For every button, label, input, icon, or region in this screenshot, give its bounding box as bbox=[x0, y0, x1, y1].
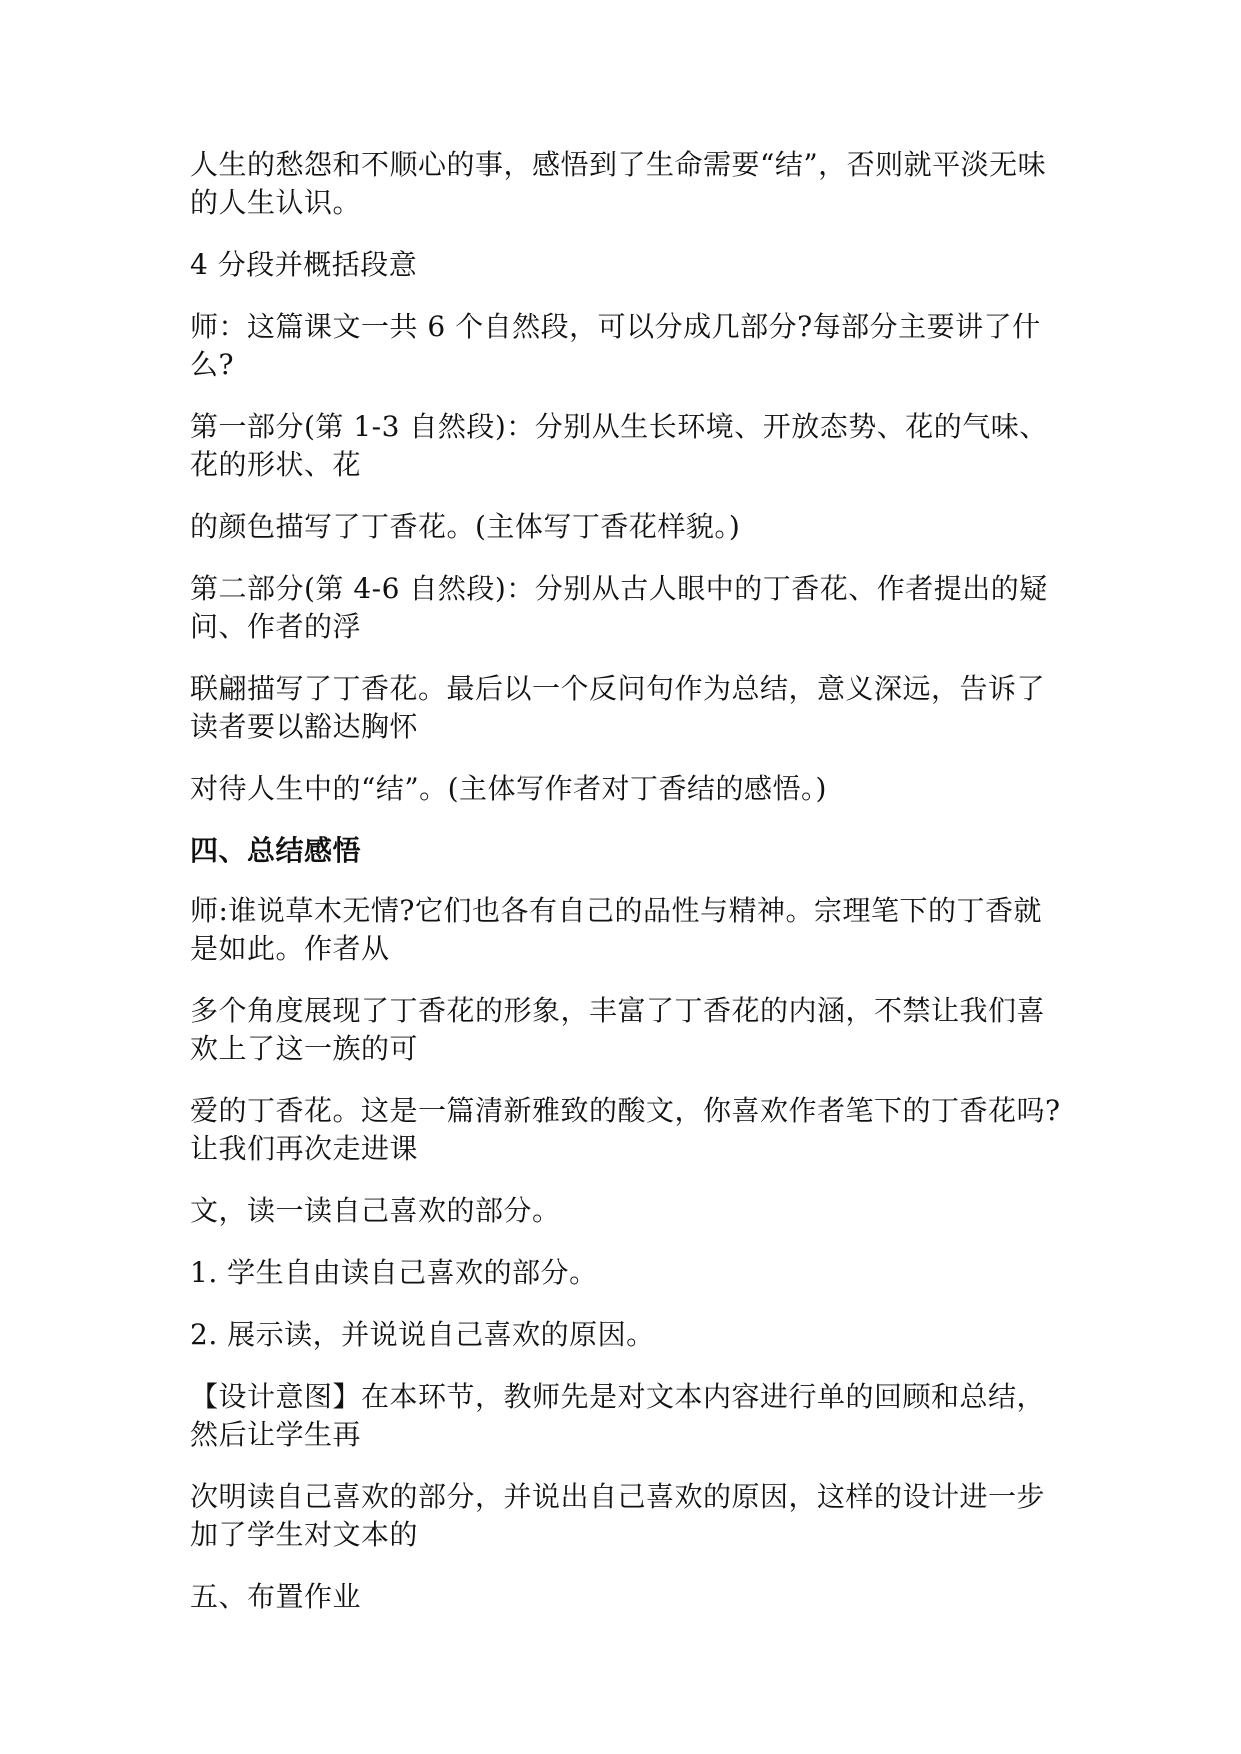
paragraph-12: 文，读一读自己喜欢的部分。 bbox=[190, 1194, 561, 1227]
paragraph-10: 多个角度展现了丁香花的形象，丰富了丁香花的内涵，不禁让我们喜欢上了这一族的可 bbox=[190, 994, 1046, 1065]
paragraph-6: 第二部分(第 4-6 自然段)：分别从古人眼中的丁香花、作者提出的疑问、作者的浮 bbox=[190, 572, 1048, 643]
paragraph-11: 爱的丁香花。这是一篇清新雅致的酸文，你喜欢作者笔下的丁香花吗?让我们再次走进课 bbox=[190, 1094, 1061, 1165]
paragraph-2: 4 分段并概括段意 bbox=[190, 248, 418, 281]
paragraph-8: 对待人生中的“结”。(主体写作者对丁香结的感悟。) bbox=[190, 772, 827, 805]
paragraph-3: 师：这篇课文一共 6 个自然段，可以分成几部分?每部分主要讲了什么? bbox=[190, 310, 1041, 381]
paragraph-16: 次明读自己喜欢的部分，并说出自己喜欢的原因，这样的设计进一步加了学生对文本的 bbox=[190, 1480, 1046, 1551]
section-heading-4: 四、总结感悟 bbox=[190, 834, 362, 867]
document-content bbox=[190, 146, 1070, 1640]
paragraph-9: 师:谁说草木无情?它们也各有自己的品性与精神。宗理笔下的丁香就是如此。作者从 bbox=[190, 894, 1042, 965]
paragraph-13: 1. 学生自由读自己喜欢的部分。 bbox=[190, 1256, 598, 1289]
paragraph-15: 【设计意图】在本环节，教师先是对文本内容进行单的回顾和总结，然后让学生再 bbox=[190, 1380, 1046, 1451]
paragraph-4: 第一部分(第 1-3 自然段)：分别从生长环境、开放态势、花的气味、花的形状、花 bbox=[190, 410, 1048, 481]
section-heading-5: 五、布置作业 bbox=[190, 1580, 362, 1613]
paragraph-5: 的颜色描写了丁香花。(主体写丁香花样貌。) bbox=[190, 510, 741, 543]
paragraph-1: 人生的愁怨和不顺心的事，感悟到了生命需要“结”，否则就平淡无味的人生认识。 bbox=[190, 148, 1047, 219]
paragraph-7: 联翩描写了丁香花。最后以一个反问句作为总结，意义深远，告诉了读者要以豁达胸怀 bbox=[190, 672, 1046, 743]
paragraph-14: 2. 展示读，并说说自己喜欢的原因。 bbox=[190, 1318, 655, 1351]
